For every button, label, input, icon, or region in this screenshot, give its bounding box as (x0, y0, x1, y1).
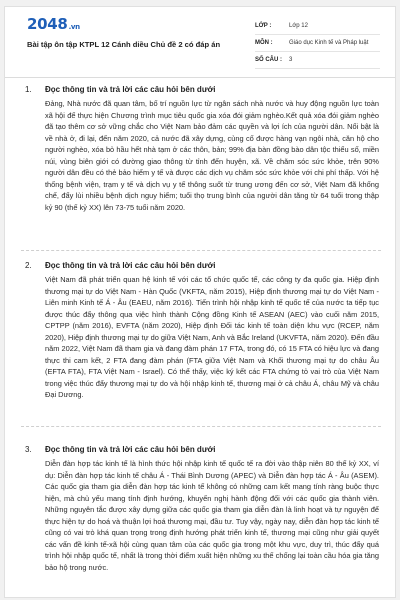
meta-label: MÔN : (255, 40, 273, 46)
logo-suffix: .vn (68, 23, 80, 31)
question-number: 2. (25, 261, 32, 270)
question-text: Diễn đàn hợp tác kinh tế là hình thức hội nhập kinh tế quốc tế ra đời vào thập niên 80 thế kỷ XX, ví dụ: Diễn đàn hợp tác kinh tế châu Á - Thái Bình Dương (APEC) và Diễn đàn hợp tác Á - Âu (ASEM). Các quốc gia tham gia diễn đàn hợp tác kinh tế không có những cam kết mang tính ràng buộc thực hiện, mà chủ yếu mang tính định hướng, khuyến nghị hành động đối với các quốc gia thành viên. Những nguyên tắc được xây dựng giữa các quốc gia tham gia diễn đàn là linh hoạt và tự nguyện để thực hiện tự do hoá và thuận lợi hoá thương mại, đầu tư. Tuy vậy, ngày nay, diễn đàn hợp tác kinh tế cũng có vai trò khá quan trọng trong định hướng phát triển kinh tế, thương mại cũng như giải quyết các vấn đề kinh tế-xã hội cùng quan tâm của các quốc gia trong một khu vực, duy trì, thúc đẩy quá trình hội nhập quốc tế, nhất là trong thời điểm xuất hiện những xu thế chống lại toàn cầu hóa gia tăng bảo hộ trong nước. (45, 459, 379, 572)
meta-row-question-count (255, 52, 380, 69)
question-number: 3. (25, 445, 32, 454)
question-title: Đọc thông tin và trả lời các câu hỏi bên dưới (45, 261, 216, 270)
meta-value: 3 (289, 57, 293, 63)
document-header (5, 7, 395, 78)
question-number: 1. (25, 85, 32, 94)
meta-table (255, 18, 380, 69)
site-logo[interactable] (27, 15, 80, 33)
question-text: Việt Nam đã phát triển quan hệ kinh tế với các tổ chức quốc tế, các công ty đa quốc gia. Hiệp định thương mại tự do Việt Nam - Hàn Quốc (VKFTA, năm 2015), Hiệp định thương mại tự do Việt Nam - Liên minh Kinh tế Á - Âu (EAEU, năm 2016). Tiến trình hội nhập kinh tế quốc tế của nước ta tiếp tục được thúc đẩy thông qua việc hình thành Cộng đồng Kinh tế ASEAN (AEC) vào cuối năm 2015, CPTPP (năm 2016), EVFTA (năm 2020), Hiệp định Đối tác kinh tế toàn diện khu vực (RCEP, năm 2020), Hiệp định thương mại tự do giữa Việt Nam, Anh và Bắc Ireland (UKVFTA, năm 2020). Đến đầu năm 2022, Việt Nam đã tham gia và đang đàm phán 17 FTA, trong đó, có 15 FTA có hiệu lực và đang thực thi cam kết, 2 FTA đang đàm phán (FTA giữa Việt Nam và Khối thương mại tự do châu Âu (EFTA FTA), FTA Việt Nam - Israel). Có thể thấy, việc ký kết các FTA chứng tỏ vai trò của Việt Nam trong việc thúc đẩy thương mại tự do và hội nhập kinh tế, thương mại ở cả châu Á, châu Mỹ và châu Đại Dương. (45, 275, 379, 399)
document-page (4, 6, 396, 598)
question-divider (21, 426, 381, 427)
meta-row-subject (255, 35, 380, 52)
meta-value: Lớp 12 (289, 23, 308, 29)
meta-label: LỚP : (255, 23, 272, 29)
question-divider (21, 250, 381, 251)
question-title: Đọc thông tin và trả lời các câu hỏi bên dưới (45, 85, 216, 94)
meta-row-grade (255, 18, 380, 35)
meta-label: SỐ CÂU : (255, 57, 282, 63)
question-title: Đọc thông tin và trả lời các câu hỏi bên dưới (45, 445, 216, 454)
meta-value: Giáo dục Kinh tế và Pháp luật (289, 40, 369, 46)
question-text: Đảng, Nhà nước đã quan tâm, bố trí nguồn lực từ ngân sách nhà nước và huy động nguồn lực toàn xã hội để thực hiện Chương trình mục tiêu quốc gia xóa đói giảm nghèo.Kết quả xóa đói giảm nghèo đã tạo thêm cơ sở vững chắc cho Việt Nam bảo đảm các quyền và lợi ích của người dân. Nổi bật là về nhà ở, đi lại, đến năm 2020, cả nước đã xây dựng, củng cố được hàng vạn ngôi nhà, căn hộ cho người nghèo, xóa bỏ hầu hết nhà tạm ở các thôn, bản; 99% địa bàn đồng bào dân tộc thiểu số, miền núi, vùng biên giới có đường giao thông từ tỉnh đến huyện, xã. Về chăm sóc sức khỏe, trên 90% người dân đều có thẻ bảo hiểm y tế và được các dịch vụ chăm sóc sức khỏe với chi phí thấp. Với hệ thống bệnh viện, trạm y tế và dịch vụ y tế thông suốt từ trung ương đến cơ sở, Việt Nam đã khống chế, đẩy lùi nhiều bệnh dịch nguy hiểm; tuổi thọ trung bình của người dân tăng từ 64 tuổi trong thập kỷ 90 (thế kỷ XX) lên 73-75 tuổi năm 2020. (45, 99, 379, 212)
logo-text: 2048 (27, 15, 68, 33)
document-title: Bài tập ôn tập KTPL 12 Cánh diều Chủ đề 2 có đáp án (27, 40, 221, 49)
